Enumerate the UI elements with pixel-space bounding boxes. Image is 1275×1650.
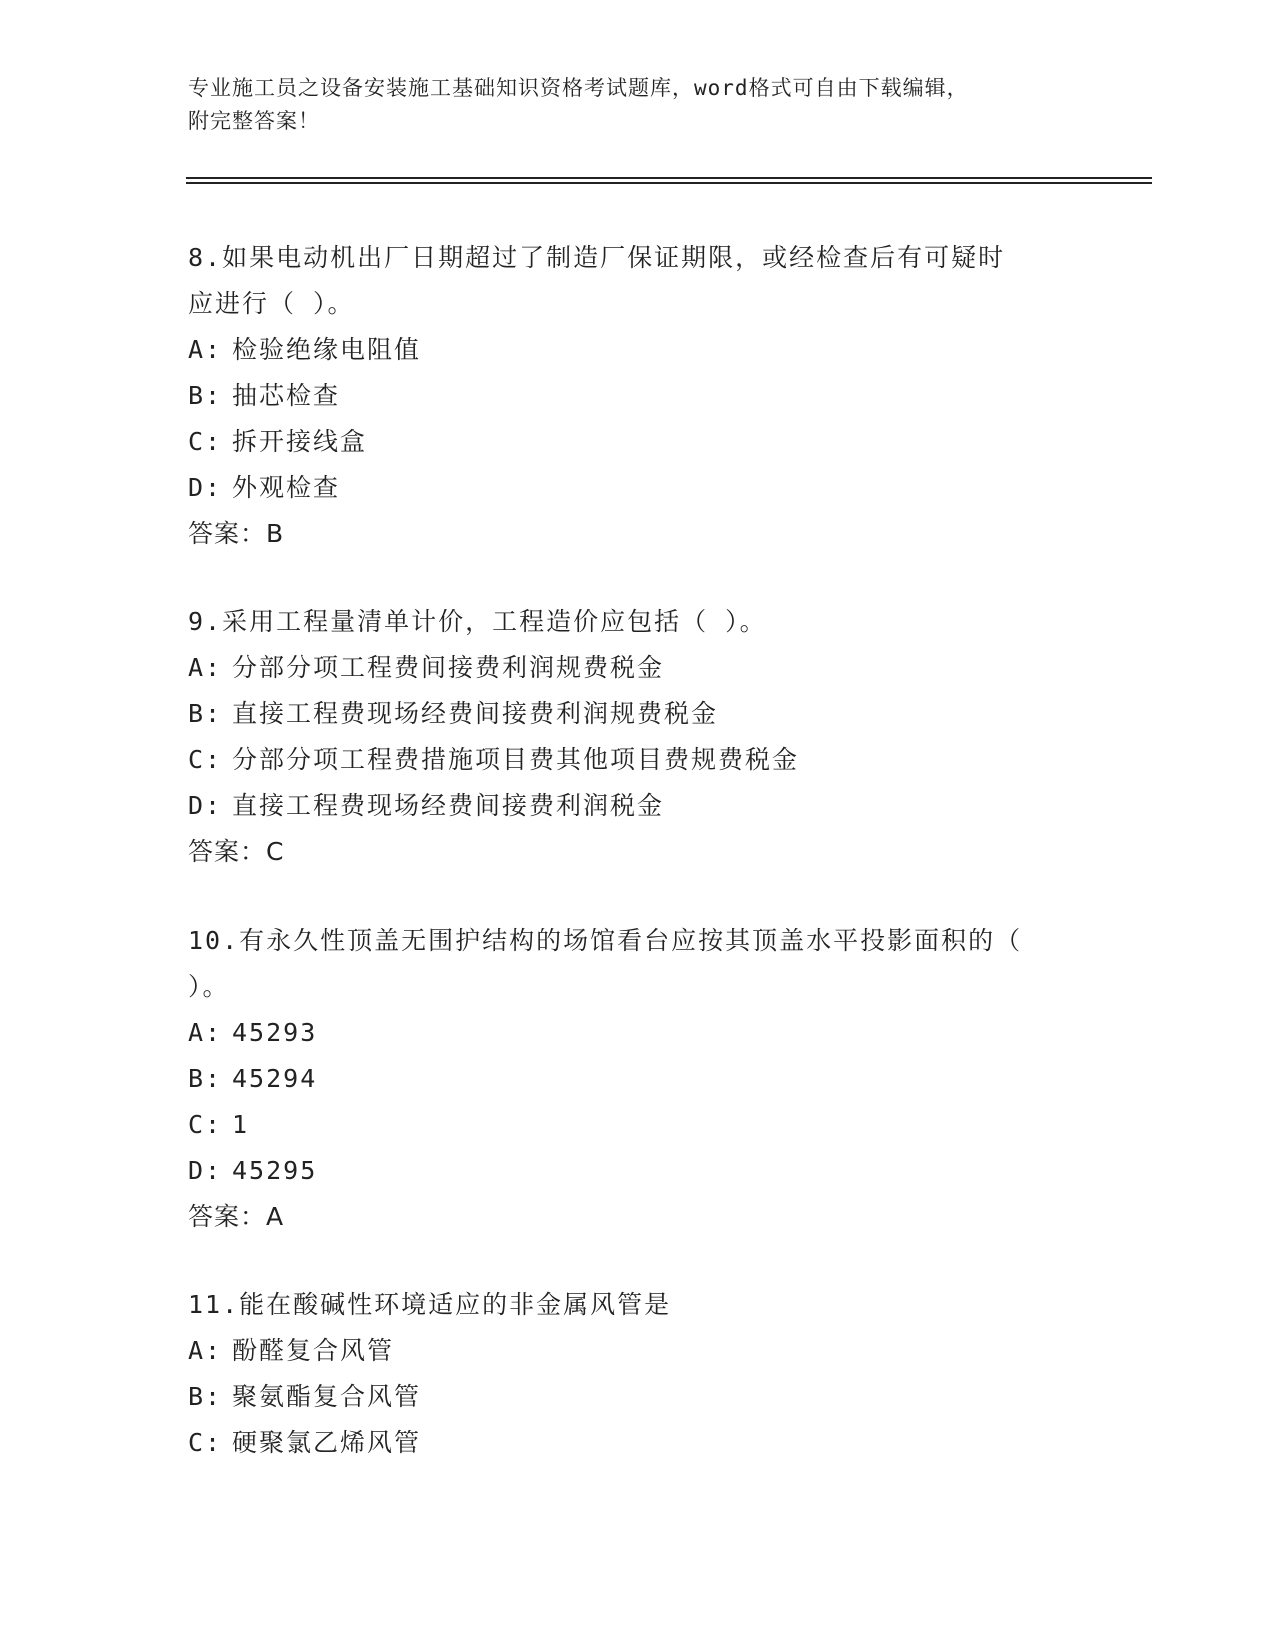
question-10 — [188, 918, 1088, 1240]
answer-line — [188, 1194, 1088, 1240]
answer-value: B — [266, 519, 285, 548]
option-c — [188, 1102, 1088, 1148]
answer-value: C — [266, 837, 285, 866]
option-letter: A: — [188, 1018, 223, 1047]
header-line-2: 附完整答案！ — [188, 109, 320, 133]
header-rule-top — [186, 177, 1152, 179]
option-a — [188, 327, 1088, 373]
answer-label: 答案： — [188, 1202, 267, 1231]
option-text: 直接工程费现场经费间接费利润规费税金 — [232, 699, 719, 728]
option-b — [188, 691, 1088, 737]
option-c — [188, 1420, 1088, 1466]
option-letter: C: — [188, 1110, 223, 1139]
header-line-1: 专业施工员之设备安装施工基础知识资格考试题库，word格式可自由下载编辑， — [188, 76, 969, 100]
option-d — [188, 783, 1088, 829]
option-letter: C: — [188, 1428, 223, 1457]
answer-line — [188, 829, 1088, 875]
answer-line — [188, 511, 1088, 557]
option-text: 直接工程费现场经费间接费利润税金 — [232, 791, 665, 820]
question-stem-line-1: 11.能在酸碱性环境适应的非金属风管是 — [188, 1290, 672, 1319]
option-b — [188, 1056, 1088, 1102]
option-letter: C: — [188, 745, 223, 774]
question-stem-line-2: 应进行（ ）。 — [188, 289, 355, 318]
option-a — [188, 1010, 1088, 1056]
option-letter: D: — [188, 791, 223, 820]
option-text: 聚氨酯复合风管 — [232, 1382, 422, 1411]
question-8 — [188, 235, 1088, 557]
option-a — [188, 1328, 1088, 1374]
option-text: 检验绝缘电阻值 — [232, 335, 422, 364]
question-stem-line-1: 10.有永久性顶盖无围护结构的场馆看台应按其顶盖水平投影面积的（ — [188, 926, 1023, 955]
question-9 — [188, 599, 1088, 875]
option-text: 分部分项工程费间接费利润规费税金 — [232, 653, 665, 682]
option-letter: A: — [188, 335, 223, 364]
option-text: 45294 — [232, 1064, 318, 1093]
option-letter: C: — [188, 427, 223, 456]
question-11 — [188, 1282, 1088, 1466]
option-text: 外观检查 — [232, 473, 341, 502]
option-letter: D: — [188, 473, 223, 502]
option-letter: A: — [188, 1336, 223, 1365]
header-rule-bottom — [186, 182, 1152, 184]
option-text: 硬聚氯乙烯风管 — [232, 1428, 422, 1457]
option-a — [188, 645, 1088, 691]
option-letter: D: — [188, 1156, 223, 1185]
option-text: 分部分项工程费措施项目费其他项目费规费税金 — [232, 745, 800, 774]
option-letter: B: — [188, 699, 223, 728]
answer-value: A — [266, 1202, 285, 1231]
question-stem-line-1: 8.如果电动机出厂日期超过了制造厂保证期限，或经检查后有可疑时 — [188, 243, 1006, 272]
option-text: 45295 — [232, 1156, 318, 1185]
option-letter: B: — [188, 381, 223, 410]
option-letter: B: — [188, 1382, 223, 1411]
option-d — [188, 1148, 1088, 1194]
option-text: 拆开接线盒 — [232, 427, 368, 456]
option-b — [188, 373, 1088, 419]
option-letter: B: — [188, 1064, 223, 1093]
option-d — [188, 465, 1088, 511]
document-header — [188, 72, 1068, 138]
question-stem-line-1: 9.采用工程量清单计价，工程造价应包括（ ）。 — [188, 607, 767, 636]
option-c — [188, 419, 1088, 465]
answer-label: 答案： — [188, 519, 267, 548]
option-letter: A: — [188, 653, 223, 682]
option-text: 45293 — [232, 1018, 318, 1047]
question-stem-line-2: ）。 — [188, 972, 230, 1001]
option-c — [188, 737, 1088, 783]
answer-label: 答案： — [188, 837, 267, 866]
option-b — [188, 1374, 1088, 1420]
option-text: 1 — [232, 1110, 250, 1139]
option-text: 酚醛复合风管 — [232, 1336, 395, 1365]
option-text: 抽芯检查 — [232, 381, 341, 410]
